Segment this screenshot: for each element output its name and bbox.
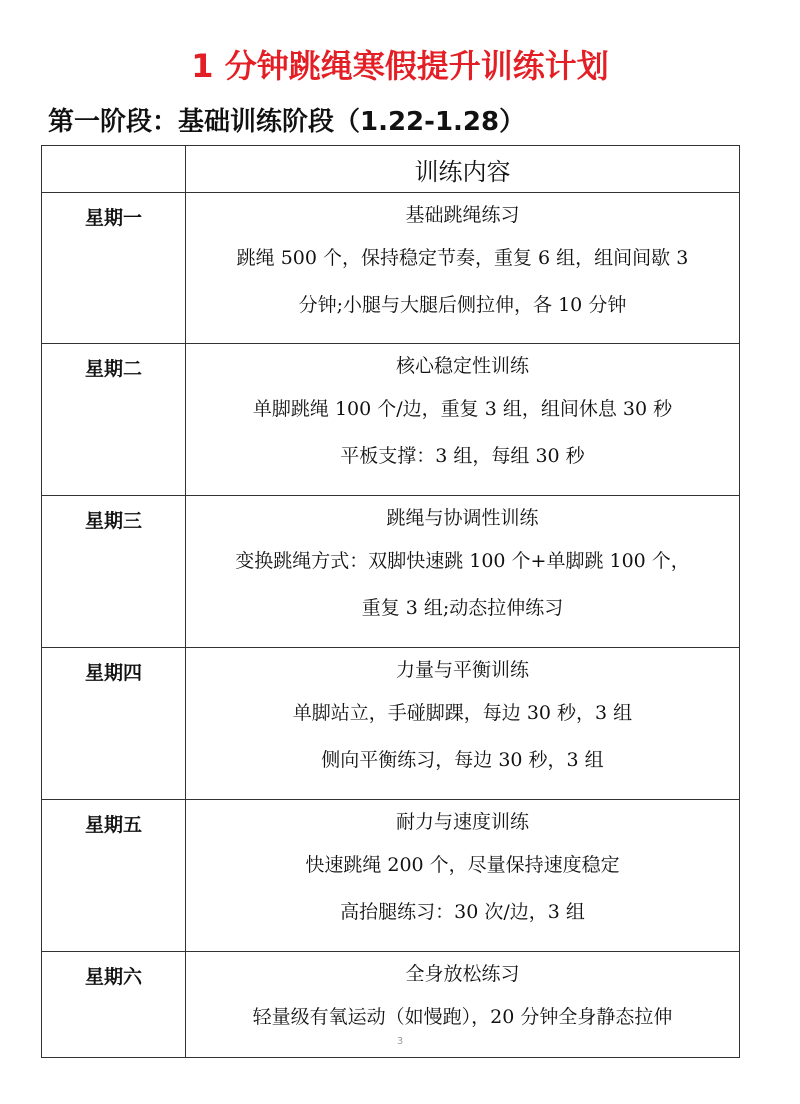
session-detail: 重复 3 组;动态拉伸练习 [361,597,564,619]
day-cell: 星期三 [42,496,186,648]
session-detail: 快速跳绳 200 个，尽量保持速度稳定 [305,854,620,876]
content-cell [186,344,740,496]
day-cell: 星期五 [42,800,186,952]
training-plan-table [41,145,740,1058]
day-cell: 星期二 [42,344,186,496]
page-number: 3 [396,1036,404,1047]
session-detail: 变换跳绳方式：双脚快速跳 100 个+单脚跳 100 个， [235,550,690,572]
header-day-cell [42,146,186,193]
table-row [42,344,740,496]
table-row [42,648,740,800]
day-cell: 星期一 [42,193,186,344]
session-title: 全身放松练习 [405,963,520,985]
session-detail: 单脚站立，手碰脚踝，每边 30 秒，3 组 [292,702,633,724]
session-detail: 单脚跳绳 100 个/边，重复 3 组，组间休息 30 秒 [252,398,673,420]
session-detail: 分钟;小腿与大腿后侧拉伸，各 10 分钟 [298,294,627,316]
session-detail: 平板支撑：3 组，每组 30 秒 [340,445,585,467]
header-content-cell: 训练内容 [186,146,740,193]
content-cell [186,193,740,344]
stage-heading: 第一阶段：基础训练阶段（1.22-1.28） [48,107,526,137]
session-detail: 侧向平衡练习，每边 30 秒，3 组 [321,749,604,771]
day-cell: 星期四 [42,648,186,800]
session-title: 核心稳定性训练 [395,355,529,377]
table-header-row [42,146,740,193]
content-cell [186,648,740,800]
session-title: 跳绳与协调性训练 [386,507,539,529]
content-cell [186,496,740,648]
session-detail: 高抬腿练习：30 次/边，3 组 [340,901,585,923]
document-title: 1 分钟跳绳寒假提升训练计划 [191,47,609,85]
session-detail: 轻量级有氧运动（如慢跑），20 分钟全身静态拉伸 [252,1006,673,1028]
table-row [42,193,740,344]
table-row [42,800,740,952]
table-row [42,496,740,648]
session-title: 力量与平衡训练 [395,659,529,681]
day-cell: 星期六 [42,952,186,1058]
session-detail: 跳绳 500 个，保持稳定节奏，重复 6 组，组间间歇 3 [236,247,689,269]
session-title: 基础跳绳练习 [405,204,520,226]
content-cell [186,800,740,952]
session-title: 耐力与速度训练 [395,811,529,833]
